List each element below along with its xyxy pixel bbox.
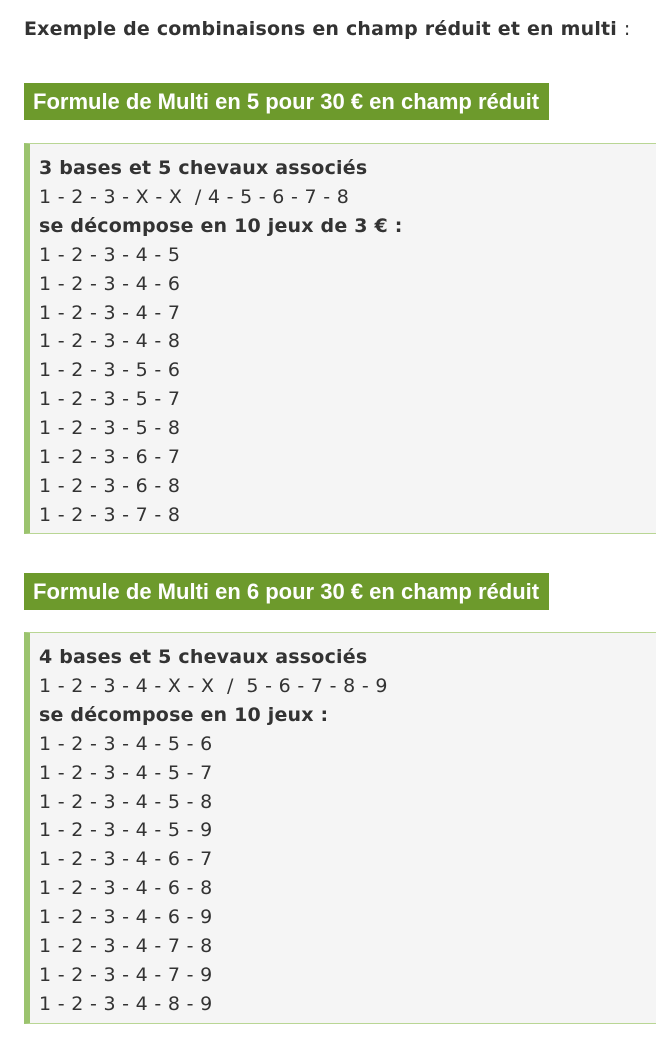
- combination-line: 1 - 2 - 3 - 6 - 7: [39, 446, 181, 469]
- combination-line: 1 - 2 - 3 - 4 - 7 - 8: [39, 935, 213, 958]
- combination-line: 1 - 2 - 3 - 4 - 6 - 9: [39, 906, 213, 929]
- bases-heading: 3 bases et 5 chevaux associés: [39, 157, 368, 179]
- combination-line: 1 - 2 - 3 - 4 - 8: [39, 330, 181, 353]
- combination-line: 1 - 2 - 3 - 6 - 8: [39, 474, 181, 497]
- combination-line: 1 - 2 - 3 - 4 - 7: [39, 301, 181, 324]
- intro-text: [24, 18, 630, 40]
- bases-heading: 4 bases et 5 chevaux associés: [39, 646, 368, 668]
- formula-line: 1 - 2 - 3 - X - X / 4 - 5 - 6 - 7 - 8: [39, 185, 350, 208]
- combination-line: 1 - 2 - 3 - 4 - 8 - 9: [39, 992, 213, 1015]
- intro-colon: :: [623, 18, 631, 40]
- combination-line: 1 - 2 - 3 - 4 - 5 - 7: [39, 761, 213, 784]
- combination-box-multi-6: [24, 632, 656, 1024]
- formula-line: 1 - 2 - 3 - 4 - X - X / 5 - 6 - 7 - 8 - 9: [39, 674, 388, 697]
- combination-line: 1 - 2 - 3 - 4 - 7 - 9: [39, 963, 213, 986]
- decompose-heading: se décompose en 10 jeux de 3 € :: [39, 214, 403, 237]
- section-title-multi-5: Formule de Multi en 5 pour 30 € en champ réduit: [24, 83, 549, 120]
- combination-line: 1 - 2 - 3 - 4 - 5 - 6: [39, 732, 213, 755]
- combination-line: 1 - 2 - 3 - 4 - 5 - 9: [39, 819, 213, 842]
- combination-line: 1 - 2 - 3 - 7 - 8: [39, 503, 181, 526]
- section-title-multi-6: Formule de Multi en 6 pour 30 € en champ réduit: [24, 573, 549, 610]
- combination-line: 1 - 2 - 3 - 5 - 6: [39, 359, 181, 382]
- combination-line: 1 - 2 - 3 - 4 - 5 - 8: [39, 790, 213, 813]
- combination-line: 1 - 2 - 3 - 4 - 6 - 8: [39, 877, 213, 900]
- intro-label: Exemple de combinaisons en champ réduit et en multi: [24, 18, 618, 40]
- decompose-heading: se décompose en 10 jeux :: [39, 703, 329, 726]
- combination-line: 1 - 2 - 3 - 5 - 7: [39, 388, 181, 411]
- combination-line: 1 - 2 - 3 - 4 - 6 - 7: [39, 848, 213, 871]
- combination-box-multi-5: [24, 143, 656, 534]
- combination-line: 1 - 2 - 3 - 4 - 5: [39, 243, 181, 266]
- combination-line: 1 - 2 - 3 - 4 - 6: [39, 272, 181, 295]
- combination-line: 1 - 2 - 3 - 5 - 8: [39, 417, 181, 440]
